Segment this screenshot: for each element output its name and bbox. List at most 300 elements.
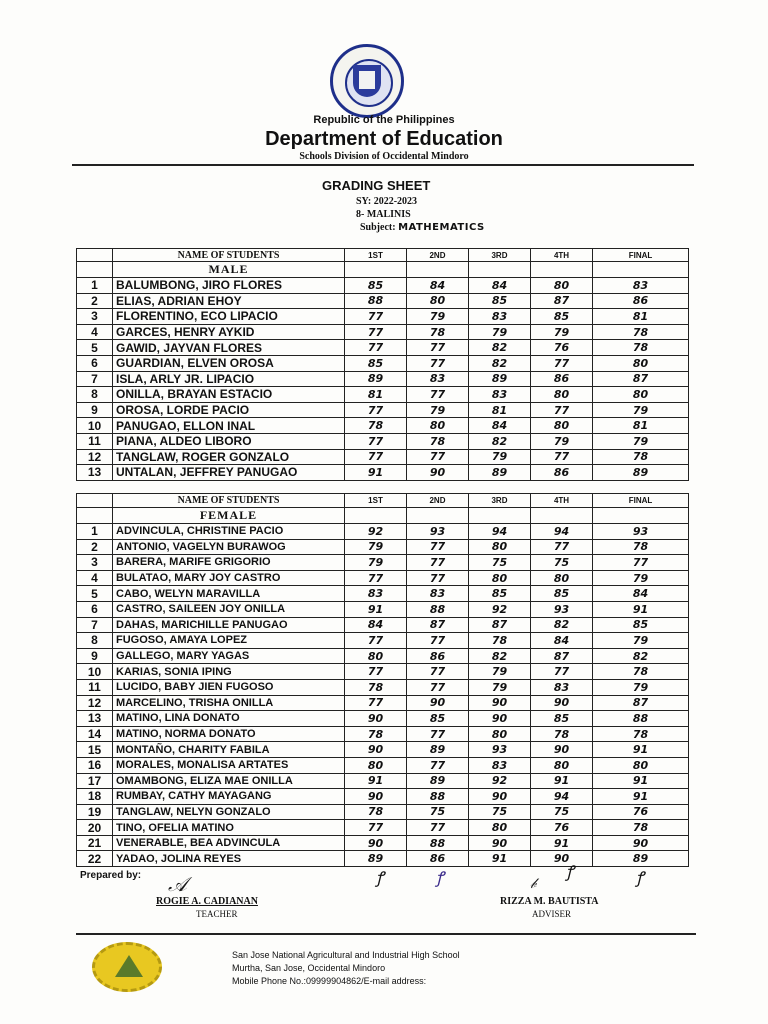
student-number: 9 — [77, 402, 113, 418]
student-number: 4 — [77, 570, 113, 586]
grade-q4: 94 — [531, 524, 593, 540]
header-final: FINAL — [593, 249, 689, 262]
grade-q2: 90 — [407, 465, 469, 481]
initial-mark: ꝭ — [436, 868, 444, 887]
grade-q3: 84 — [469, 278, 531, 294]
footer-address: Murtha, San Jose, Occidental Mindoro — [232, 963, 386, 973]
student-number: 18 — [77, 789, 113, 805]
grade-q2: 93 — [407, 524, 469, 540]
student-number: 3 — [77, 309, 113, 325]
grade-final: 77 — [593, 555, 689, 571]
grade-final: 93 — [593, 524, 689, 540]
deped-seal — [330, 44, 404, 118]
grade-final: 91 — [593, 742, 689, 758]
grade-q4: 87 — [531, 648, 593, 664]
grade-q1: 81 — [345, 387, 407, 403]
student-row — [77, 726, 689, 742]
grade-q2: 85 — [407, 711, 469, 727]
grade-final: 91 — [593, 773, 689, 789]
grade-q3: 75 — [469, 555, 531, 571]
student-name: DAHAS, MARICHILLE PANUGAO — [113, 617, 345, 633]
header-divider — [72, 164, 694, 166]
student-row — [77, 711, 689, 727]
student-row — [77, 433, 689, 449]
grade-q1: 91 — [345, 465, 407, 481]
grade-q2: 77 — [407, 570, 469, 586]
grade-q3: 83 — [469, 387, 531, 403]
student-row — [77, 418, 689, 434]
school-logo-gear-icon — [92, 942, 162, 992]
grade-final: 90 — [593, 835, 689, 851]
student-row — [77, 570, 689, 586]
subject-value: MATHEMATICS — [398, 222, 485, 233]
student-name: MORALES, MONALISA ARTATES — [113, 757, 345, 773]
student-name: VENERABLE, BEA ADVINCULA — [113, 835, 345, 851]
seal-book-icon — [359, 71, 375, 89]
student-row — [77, 449, 689, 465]
grade-q4: 83 — [531, 679, 593, 695]
student-name: ANTONIO, VAGELYN BURAWOG — [113, 539, 345, 555]
header-q1: 1ST — [345, 249, 407, 262]
grade-q1: 77 — [345, 633, 407, 649]
grade-final: 85 — [593, 617, 689, 633]
grade-q2: 87 — [407, 617, 469, 633]
student-number: 5 — [77, 586, 113, 602]
header-no-cell — [77, 249, 113, 262]
grade-final: 80 — [593, 757, 689, 773]
footer-school: San Jose National Agricultural and Industrial High School — [232, 950, 460, 960]
grade-final: 79 — [593, 433, 689, 449]
student-row — [77, 664, 689, 680]
student-name: MATINO, LINA DONATO — [113, 711, 345, 727]
grade-q1: 79 — [345, 555, 407, 571]
grade-q4: 82 — [531, 617, 593, 633]
grade-q1: 85 — [345, 355, 407, 371]
grade-q4: 85 — [531, 586, 593, 602]
initial-mark: ꝭ — [636, 868, 644, 887]
grade-q2: 89 — [407, 742, 469, 758]
grade-q3: 89 — [469, 465, 531, 481]
grade-q3: 79 — [469, 679, 531, 695]
grade-q4: 85 — [531, 309, 593, 325]
grade-q4: 80 — [531, 278, 593, 294]
grade-q2: 77 — [407, 449, 469, 465]
footer-divider — [76, 933, 696, 935]
student-number: 14 — [77, 726, 113, 742]
grade-q3: 90 — [469, 695, 531, 711]
grade-final: 78 — [593, 340, 689, 356]
student-name: TANGLAW, ROGER GONZALO — [113, 449, 345, 465]
grade-q4: 75 — [531, 804, 593, 820]
division-heading: Schools Division of Occidental Mindoro — [299, 151, 469, 162]
grade-q4: 76 — [531, 820, 593, 836]
grade-q4: 87 — [531, 293, 593, 309]
female-grades-table — [76, 493, 689, 867]
student-name: GALLEGO, MARY YAGAS — [113, 648, 345, 664]
grade-q2: 78 — [407, 433, 469, 449]
grade-q2: 83 — [407, 371, 469, 387]
grade-q1: 89 — [345, 371, 407, 387]
student-row — [77, 820, 689, 836]
grade-q1: 77 — [345, 820, 407, 836]
grade-q2: 77 — [407, 555, 469, 571]
grade-q1: 91 — [345, 773, 407, 789]
footer-contact: Mobile Phone No.:09999904862/E-mail address: — [232, 976, 427, 986]
student-name: ELIAS, ADRIAN EHOY — [113, 293, 345, 309]
grade-q1: 77 — [345, 664, 407, 680]
student-row — [77, 773, 689, 789]
grade-q4: 77 — [531, 449, 593, 465]
student-number: 19 — [77, 804, 113, 820]
grade-q3: 90 — [469, 835, 531, 851]
student-name: LUCIDO, BABY JIEN FUGOSO — [113, 679, 345, 695]
grade-q4: 86 — [531, 371, 593, 387]
grade-q2: 77 — [407, 757, 469, 773]
header-final: FINAL — [593, 494, 689, 508]
student-number: 11 — [77, 679, 113, 695]
grade-q3: 93 — [469, 742, 531, 758]
student-row — [77, 539, 689, 555]
grade-final: 87 — [593, 371, 689, 387]
grade-q1: 90 — [345, 789, 407, 805]
grade-q3: 81 — [469, 402, 531, 418]
header-q1: 1ST — [345, 494, 407, 508]
student-number: 11 — [77, 433, 113, 449]
student-name: CABO, WELYN MARAVILLA — [113, 586, 345, 602]
grade-final: 81 — [593, 309, 689, 325]
class-section: 8- MALINIS — [356, 209, 411, 220]
grade-q3: 80 — [469, 570, 531, 586]
grade-q2: 79 — [407, 402, 469, 418]
grade-q3: 82 — [469, 340, 531, 356]
grade-final: 79 — [593, 402, 689, 418]
grade-q2: 77 — [407, 664, 469, 680]
student-number: 20 — [77, 820, 113, 836]
student-number: 5 — [77, 340, 113, 356]
grade-final: 79 — [593, 679, 689, 695]
header-q4: 4TH — [531, 249, 593, 262]
student-name: CASTRO, SAILEEN JOY ONILLA — [113, 601, 345, 617]
grade-q1: 78 — [345, 418, 407, 434]
student-row — [77, 633, 689, 649]
grade-q1: 91 — [345, 601, 407, 617]
student-name: TINO, OFELIA MATINO — [113, 820, 345, 836]
grade-q1: 77 — [345, 340, 407, 356]
male-section-row — [77, 262, 689, 278]
grade-q3: 80 — [469, 726, 531, 742]
grade-q4: 77 — [531, 355, 593, 371]
grade-q1: 85 — [345, 278, 407, 294]
teacher-name: ROGIE A. CADIANAN — [156, 896, 258, 907]
grade-q2: 84 — [407, 278, 469, 294]
male-header-row — [77, 249, 689, 262]
grade-q4: 76 — [531, 340, 593, 356]
grade-q3: 79 — [469, 324, 531, 340]
student-name: TANGLAW, NELYN GONZALO — [113, 804, 345, 820]
grade-final: 78 — [593, 539, 689, 555]
student-number: 10 — [77, 664, 113, 680]
grade-q1: 78 — [345, 679, 407, 695]
subject-label: Subject: — [360, 222, 396, 233]
grade-final: 81 — [593, 418, 689, 434]
grade-q4: 86 — [531, 465, 593, 481]
student-row — [77, 524, 689, 540]
grade-q4: 77 — [531, 539, 593, 555]
school-year: SY: 2022-2023 — [356, 196, 418, 207]
grade-q4: 77 — [531, 664, 593, 680]
grade-final: 89 — [593, 465, 689, 481]
grade-q2: 88 — [407, 601, 469, 617]
header-q2: 2ND — [407, 249, 469, 262]
student-number: 9 — [77, 648, 113, 664]
male-grades-table — [76, 248, 689, 481]
student-row — [77, 742, 689, 758]
grade-q2: 88 — [407, 789, 469, 805]
female-header-row — [77, 494, 689, 508]
student-row — [77, 835, 689, 851]
grade-final: 83 — [593, 278, 689, 294]
student-name: MATINO, NORMA DONATO — [113, 726, 345, 742]
grade-final: 86 — [593, 293, 689, 309]
student-number: 13 — [77, 465, 113, 481]
student-name: UNTALAN, JEFFREY PANUGAO — [113, 465, 345, 481]
grade-q3: 79 — [469, 664, 531, 680]
grade-q1: 80 — [345, 757, 407, 773]
grade-final: 78 — [593, 449, 689, 465]
grade-q2: 86 — [407, 648, 469, 664]
student-number: 17 — [77, 773, 113, 789]
student-name: PANUGAO, ELLON INAL — [113, 418, 345, 434]
grade-q4: 80 — [531, 757, 593, 773]
grade-final: 79 — [593, 570, 689, 586]
student-row — [77, 278, 689, 294]
student-row — [77, 648, 689, 664]
grade-q1: 79 — [345, 539, 407, 555]
student-row — [77, 371, 689, 387]
grade-q2: 80 — [407, 293, 469, 309]
grade-q1: 80 — [345, 648, 407, 664]
grade-q2: 77 — [407, 340, 469, 356]
student-name: OROSA, LORDE PACIO — [113, 402, 345, 418]
student-row — [77, 402, 689, 418]
grade-q3: 87 — [469, 617, 531, 633]
grade-q4: 94 — [531, 789, 593, 805]
grade-q1: 92 — [345, 524, 407, 540]
grade-q4: 79 — [531, 433, 593, 449]
student-number: 6 — [77, 355, 113, 371]
student-number: 4 — [77, 324, 113, 340]
grade-q1: 88 — [345, 293, 407, 309]
grade-q2: 77 — [407, 355, 469, 371]
student-row — [77, 586, 689, 602]
grade-final: 91 — [593, 601, 689, 617]
student-name: ISLA, ARLY JR. LIPACIO — [113, 371, 345, 387]
grade-q1: 84 — [345, 617, 407, 633]
student-number: 12 — [77, 695, 113, 711]
grade-q1: 77 — [345, 309, 407, 325]
student-number: 2 — [77, 539, 113, 555]
grade-q2: 77 — [407, 679, 469, 695]
prepared-by-label: Prepared by: — [80, 870, 142, 881]
grade-q1: 90 — [345, 742, 407, 758]
student-row — [77, 695, 689, 711]
grade-q2: 77 — [407, 387, 469, 403]
student-number: 7 — [77, 617, 113, 633]
student-number: 6 — [77, 601, 113, 617]
grade-final: 78 — [593, 726, 689, 742]
student-row — [77, 465, 689, 481]
logo-mountain-icon — [115, 955, 143, 977]
grade-q4: 79 — [531, 324, 593, 340]
republic-heading: Republic of the Philippines — [313, 114, 455, 126]
student-row — [77, 355, 689, 371]
grade-q4: 90 — [531, 695, 593, 711]
student-number: 7 — [77, 371, 113, 387]
student-name: GUARDIAN, ELVEN OROSA — [113, 355, 345, 371]
grade-q3: 90 — [469, 711, 531, 727]
grade-q4: 93 — [531, 601, 593, 617]
student-row — [77, 324, 689, 340]
grade-q3: 75 — [469, 804, 531, 820]
grade-q2: 88 — [407, 835, 469, 851]
adviser-role: ADVISER — [532, 909, 572, 919]
student-number: 10 — [77, 418, 113, 434]
student-row — [77, 340, 689, 356]
grade-q4: 90 — [531, 742, 593, 758]
grade-q3: 85 — [469, 293, 531, 309]
grade-q3: 79 — [469, 449, 531, 465]
grade-q4: 78 — [531, 726, 593, 742]
student-row — [77, 309, 689, 325]
grade-q3: 83 — [469, 757, 531, 773]
male-section-label: MALE — [113, 262, 345, 278]
teacher-signature: 𝒜 — [168, 872, 187, 896]
student-row — [77, 601, 689, 617]
grade-final: 89 — [593, 851, 689, 867]
student-number: 8 — [77, 387, 113, 403]
grade-q4: 75 — [531, 555, 593, 571]
grade-q1: 78 — [345, 804, 407, 820]
grade-q2: 86 — [407, 851, 469, 867]
header-no-cell — [77, 494, 113, 508]
grade-q3: 82 — [469, 355, 531, 371]
header-q2: 2ND — [407, 494, 469, 508]
grade-q2: 77 — [407, 820, 469, 836]
student-number: 13 — [77, 711, 113, 727]
student-name: BULATAO, MARY JOY CASTRO — [113, 570, 345, 586]
grade-q3: 80 — [469, 539, 531, 555]
grade-q3: 82 — [469, 648, 531, 664]
student-name: FLORENTINO, ECO LIPACIO — [113, 309, 345, 325]
student-number: 2 — [77, 293, 113, 309]
grade-q2: 83 — [407, 586, 469, 602]
grade-q2: 75 — [407, 804, 469, 820]
student-number: 16 — [77, 757, 113, 773]
student-number: 1 — [77, 278, 113, 294]
grade-q4: 80 — [531, 570, 593, 586]
grade-q2: 77 — [407, 726, 469, 742]
grade-final: 78 — [593, 820, 689, 836]
grade-final: 87 — [593, 695, 689, 711]
grade-q4: 84 — [531, 633, 593, 649]
grade-q4: 80 — [531, 418, 593, 434]
student-row — [77, 555, 689, 571]
student-row — [77, 757, 689, 773]
grade-q2: 90 — [407, 695, 469, 711]
student-name: BALUMBONG, JIRO FLORES — [113, 278, 345, 294]
grade-q2: 80 — [407, 418, 469, 434]
student-row — [77, 293, 689, 309]
student-number: 1 — [77, 524, 113, 540]
grade-q1: 83 — [345, 586, 407, 602]
grade-q1: 77 — [345, 402, 407, 418]
grade-q1: 78 — [345, 726, 407, 742]
student-row — [77, 679, 689, 695]
grade-q2: 89 — [407, 773, 469, 789]
student-number: 12 — [77, 449, 113, 465]
student-number: 15 — [77, 742, 113, 758]
header-q3: 3RD — [469, 494, 531, 508]
grade-q3: 91 — [469, 851, 531, 867]
grade-q2: 79 — [407, 309, 469, 325]
female-section-label: FEMALE — [113, 508, 345, 524]
initial-mark: ꝭ — [376, 868, 384, 887]
grade-final: 76 — [593, 804, 689, 820]
sheet-title: GRADING SHEET — [322, 178, 431, 193]
grade-q4: 85 — [531, 711, 593, 727]
student-row — [77, 851, 689, 867]
student-name: RUMBAY, CATHY MAYAGANG — [113, 789, 345, 805]
header-q4: 4TH — [531, 494, 593, 508]
student-name: YADAO, JOLINA REYES — [113, 851, 345, 867]
student-row — [77, 387, 689, 403]
student-name: GARCES, HENRY AYKID — [113, 324, 345, 340]
grade-q4: 91 — [531, 835, 593, 851]
grade-final: 78 — [593, 664, 689, 680]
grade-q1: 90 — [345, 711, 407, 727]
grade-q4: 80 — [531, 387, 593, 403]
student-name: GAWID, JAYVAN FLORES — [113, 340, 345, 356]
grade-final: 80 — [593, 355, 689, 371]
student-number: 8 — [77, 633, 113, 649]
adviser-name: RIZZA M. BAUTISTA — [500, 896, 599, 907]
grade-q1: 89 — [345, 851, 407, 867]
student-name: FUGOSO, AMAYA LOPEZ — [113, 633, 345, 649]
female-section-row — [77, 508, 689, 524]
grade-q1: 90 — [345, 835, 407, 851]
header-name: NAME OF STUDENTS — [113, 249, 345, 262]
header-q3: 3RD — [469, 249, 531, 262]
grade-q3: 78 — [469, 633, 531, 649]
grade-q3: 84 — [469, 418, 531, 434]
student-name: ADVINCULA, CHRISTINE PACIO — [113, 524, 345, 540]
initial-mark: ꝭ — [566, 862, 574, 881]
student-number: 21 — [77, 835, 113, 851]
grade-q1: 77 — [345, 433, 407, 449]
teacher-role: TEACHER — [196, 909, 238, 919]
grade-q3: 94 — [469, 524, 531, 540]
student-name: OMAMBONG, ELIZA MAE ONILLA — [113, 773, 345, 789]
grade-final: 91 — [593, 789, 689, 805]
student-number: 22 — [77, 851, 113, 867]
grade-q3: 90 — [469, 789, 531, 805]
grade-q1: 77 — [345, 570, 407, 586]
grade-final: 80 — [593, 387, 689, 403]
subject-line — [360, 222, 485, 233]
grade-q3: 92 — [469, 773, 531, 789]
student-row — [77, 617, 689, 633]
grade-q1: 77 — [345, 695, 407, 711]
